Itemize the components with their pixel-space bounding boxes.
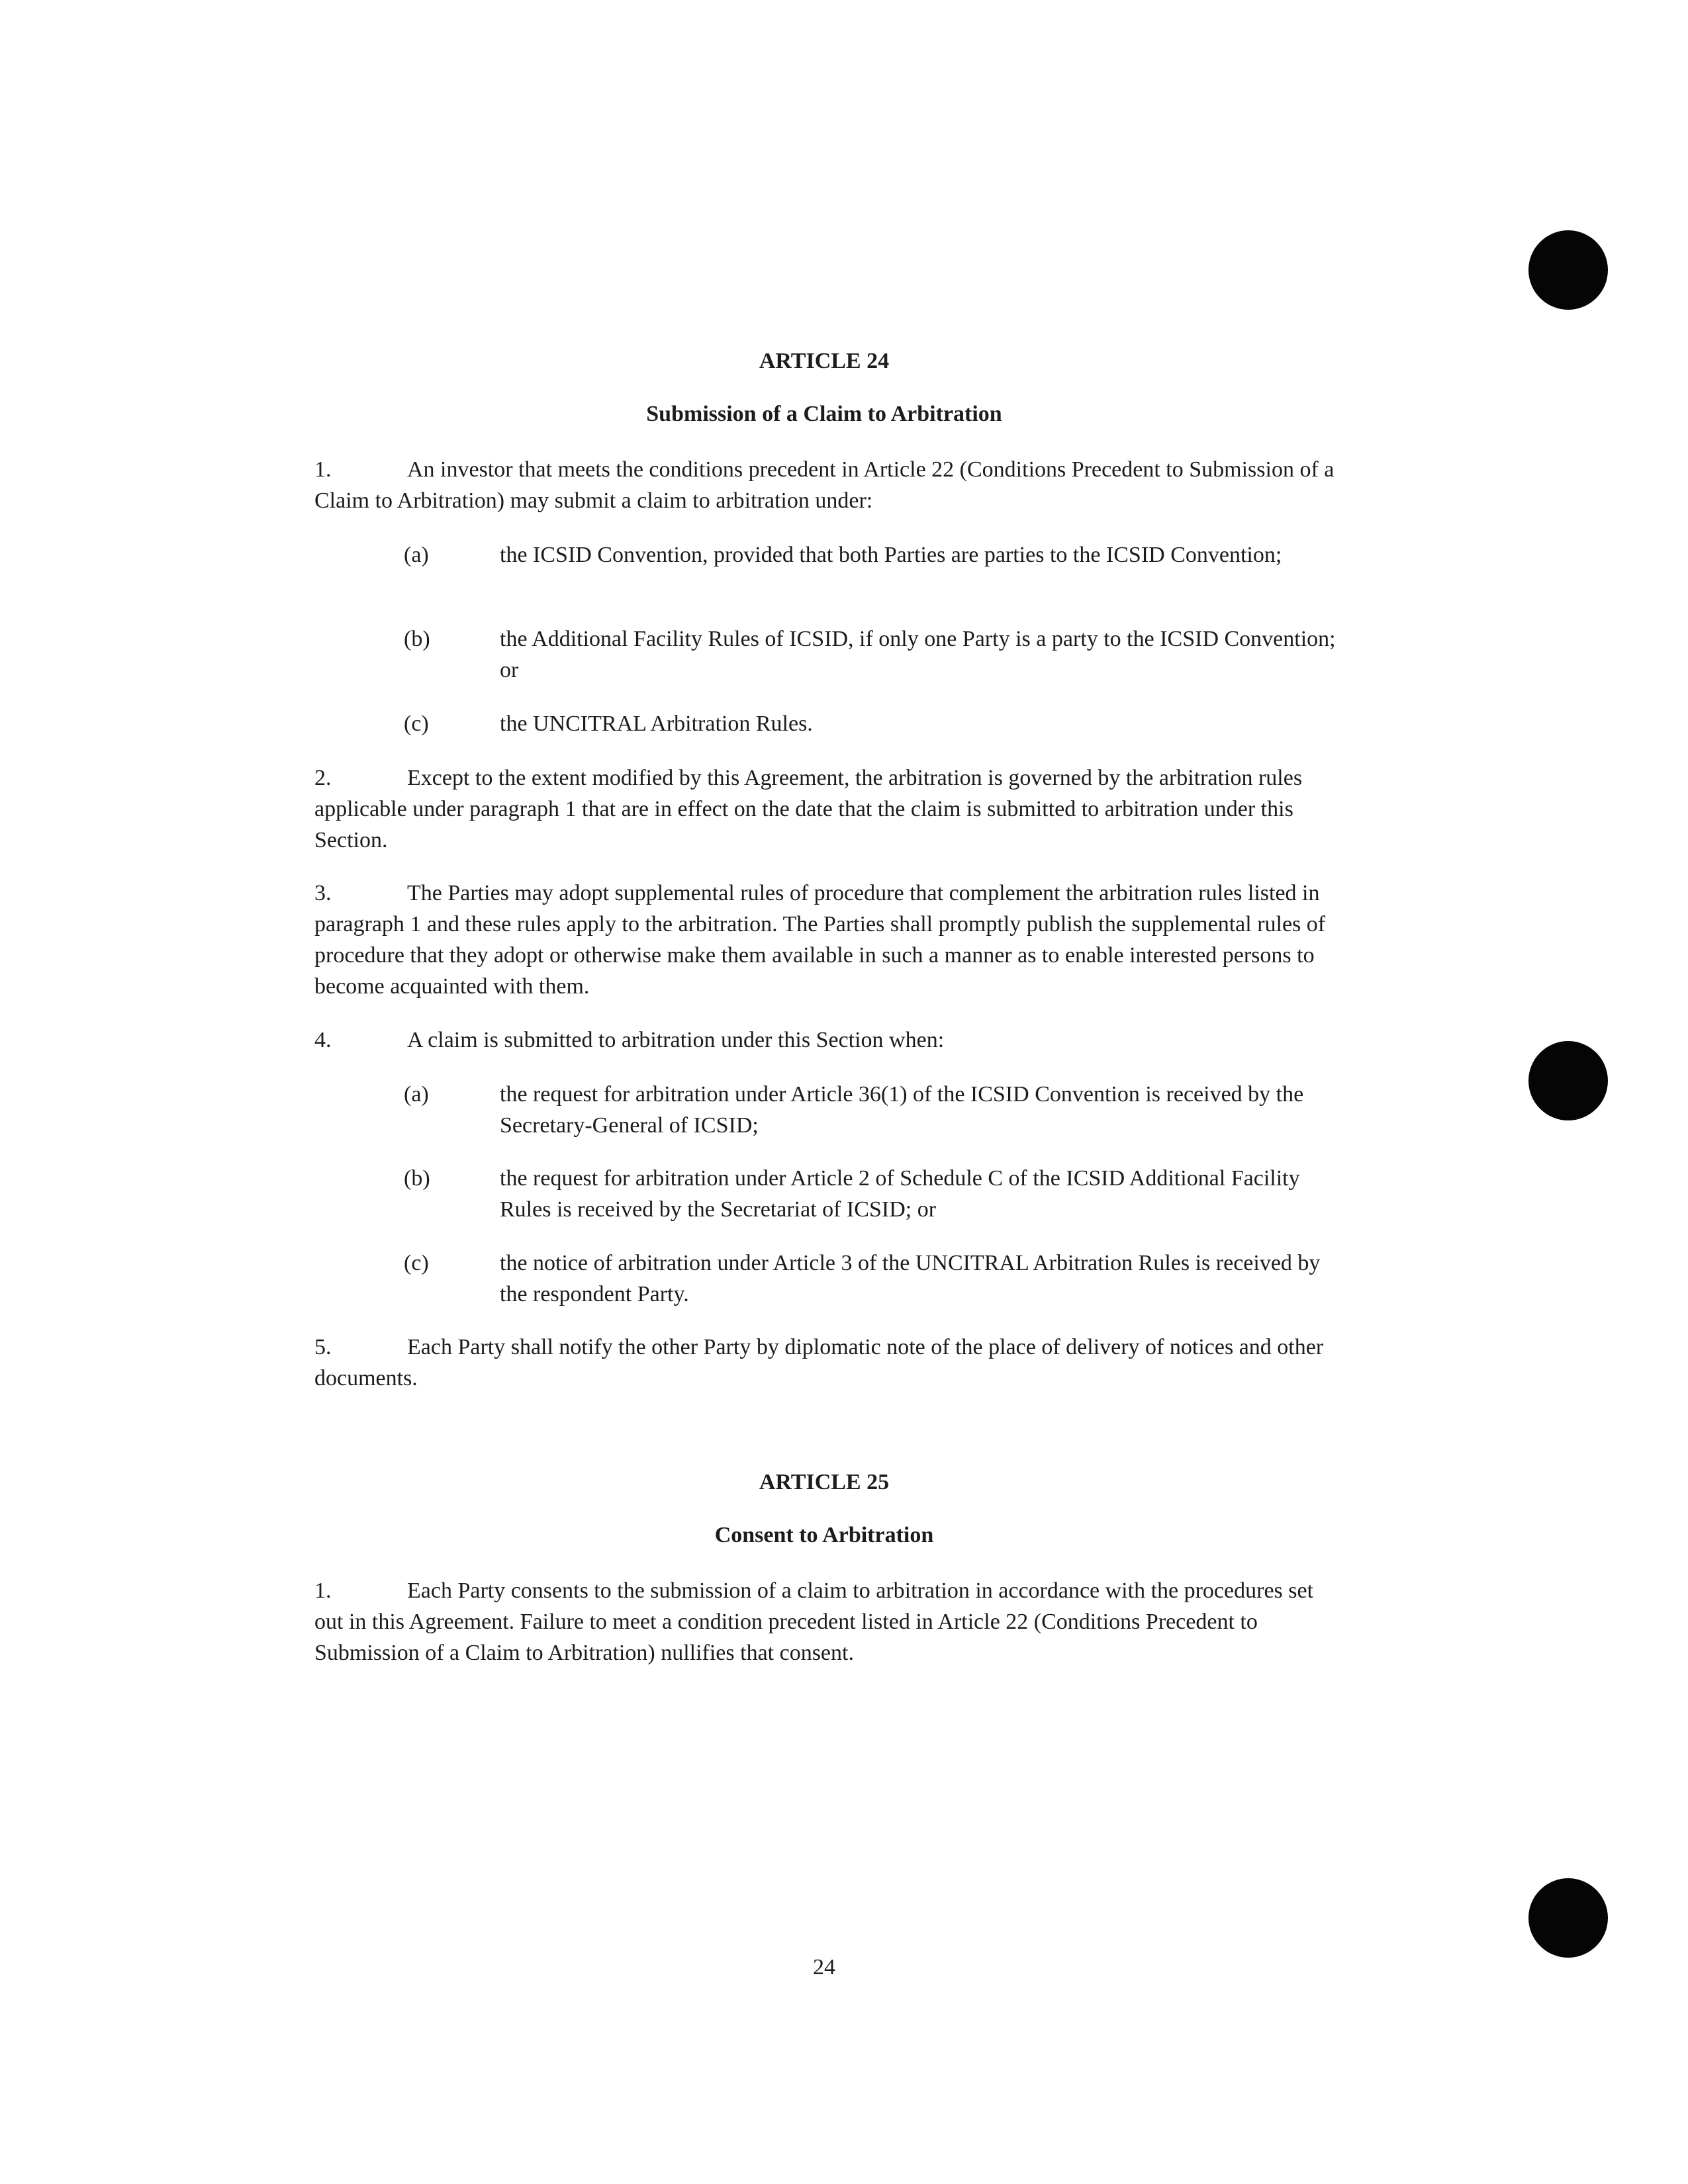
paragraph-text: Each Party shall notify the other Party by diplomatic note of the place of delivery of notices and other documents.	[314, 1335, 1324, 1390]
article-24-p1-item-c	[404, 708, 1344, 739]
item-text: the request for arbitration under Article 36(1) of the ICSID Convention is received by the Secretary-General of ICSID;	[500, 1082, 1304, 1138]
paragraph-number: 2.	[314, 766, 332, 790]
binder-hole-top	[1528, 230, 1608, 310]
article-24-p4-item-b	[404, 1163, 1344, 1225]
item-text: the Additional Facility Rules of ICSID, if only one Party is a party to the ICSID Convention; or	[500, 627, 1336, 682]
item-label: (c)	[404, 1251, 429, 1275]
article-24-p4-item-c	[404, 1248, 1344, 1310]
paragraph-text: An investor that meets the conditions precedent in Article 22 (Conditions Precedent to Submission of a Claim to Arbitration) may submit a claim to arbitration under:	[314, 457, 1335, 513]
item-label: (c)	[404, 711, 429, 736]
article-25-title: Consent to Arbitration	[714, 1523, 934, 1547]
paragraph-text: The Parties may adopt supplemental rules of procedure that complement the arbitration rules listed in paragraph 1 and these rules apply to the arbitration. The Parties shall promptly publish the supplemental rules of procedure that they adopt or otherwise make them available in such a manner as to enable interested persons to become acquainted with them.	[314, 881, 1326, 999]
item-label: (a)	[404, 1082, 429, 1107]
article-24-paragraph-1	[314, 454, 1337, 516]
page-number: 24	[813, 1955, 835, 1979]
paragraph-number: 4.	[314, 1028, 332, 1052]
item-text: the ICSID Convention, provided that both Parties are parties to the ICSID Convention;	[500, 543, 1282, 567]
paragraph-number: 3.	[314, 881, 332, 905]
article-24-heading: ARTICLE 24	[759, 349, 890, 373]
item-text: the notice of arbitration under Article 3 of the UNCITRAL Arbitration Rules is received by the respondent Party.	[500, 1251, 1321, 1306]
item-label: (b)	[404, 1166, 430, 1191]
article-25-heading: ARTICLE 25	[759, 1470, 890, 1494]
binder-hole-bottom	[1528, 1878, 1608, 1958]
paragraph-number: 5.	[314, 1335, 332, 1359]
paragraph-number: 1.	[314, 1578, 332, 1603]
paragraph-text: Each Party consents to the submission of a claim to arbitration in accordance with the procedures set out in this Agreement. Failure to meet a condition precedent listed in Article 22 (Conditions Precedent to Submission of a Claim to Arbitration) nullifies that consent.	[314, 1578, 1314, 1665]
item-text: the request for arbitration under Article 2 of Schedule C of the ICSID Additional Facility Rules is received by the Secretariat of ICSID; or	[500, 1166, 1300, 1222]
paragraph-text: A claim is submitted to arbitration under this Section when:	[407, 1028, 945, 1052]
article-24-p1-item-a	[404, 539, 1344, 570]
article-24-p1-item-b	[404, 623, 1344, 686]
item-label: (a)	[404, 543, 429, 567]
article-24-p4-item-a	[404, 1079, 1344, 1141]
article-24-paragraph-4	[314, 1024, 1337, 1056]
paragraph-number: 1.	[314, 457, 332, 482]
item-text: the UNCITRAL Arbitration Rules.	[500, 711, 813, 736]
binder-hole-middle	[1528, 1041, 1608, 1120]
article-24-paragraph-5	[314, 1332, 1337, 1394]
item-label: (b)	[404, 627, 430, 651]
article-24-paragraph-2	[314, 762, 1337, 856]
article-24-paragraph-3	[314, 878, 1337, 1002]
article-24-title: Submission of a Claim to Arbitration	[646, 402, 1002, 426]
paragraph-text: Except to the extent modified by this Agreement, the arbitration is governed by the arbitration rules applicable under paragraph 1 that are in effect on the date that the claim is submitted to arbitration under this Section.	[314, 766, 1303, 852]
article-25-paragraph-1	[314, 1575, 1337, 1668]
